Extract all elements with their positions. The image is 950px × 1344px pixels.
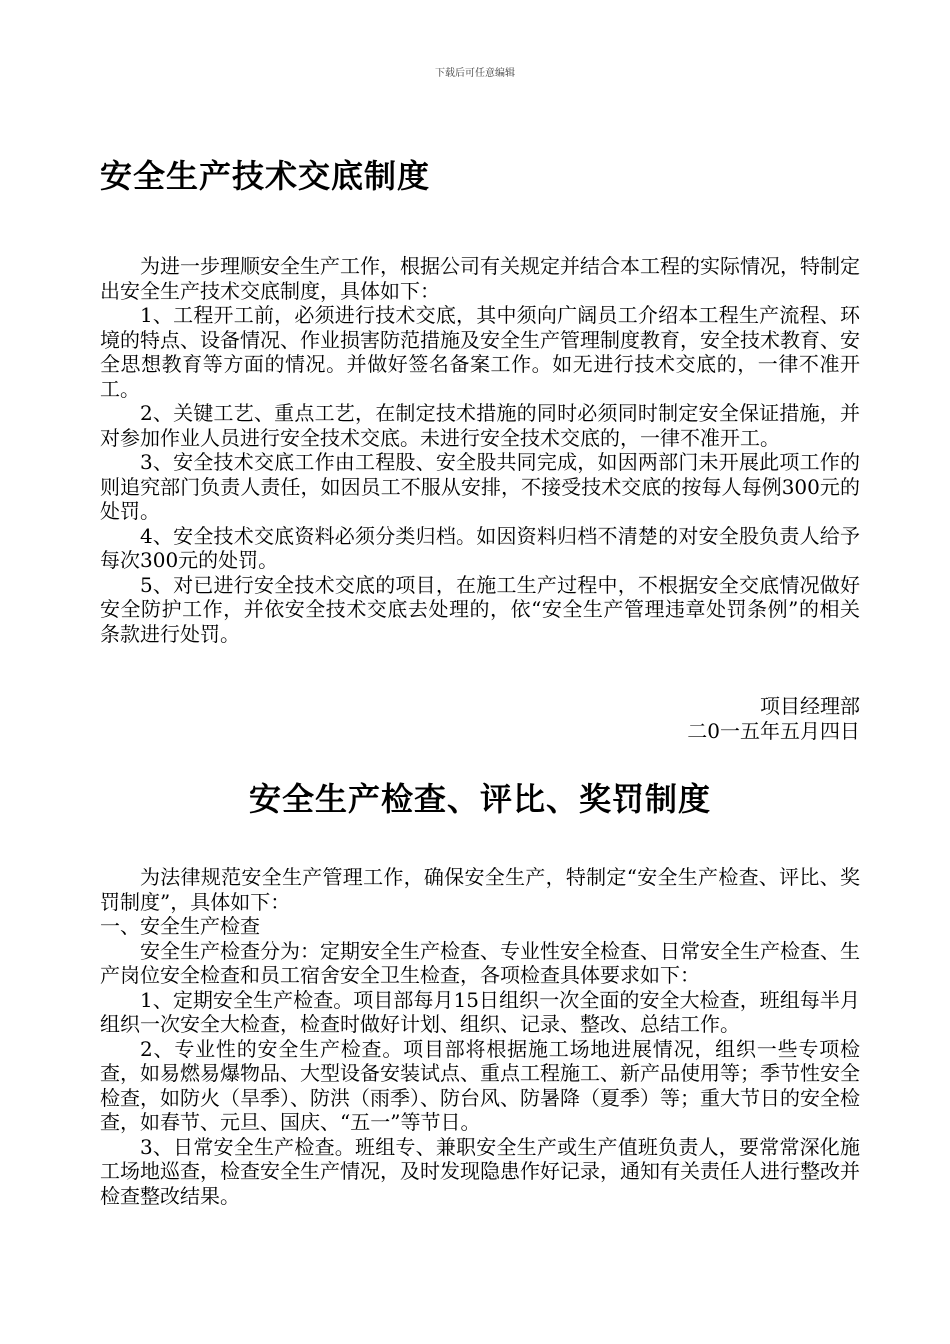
- doc2-intro: 为法律规范安全生产管理工作，确保安全生产，特制定“安全生产检查、评比、奖罚制度”，具体如下：: [100, 865, 860, 914]
- doc1-paragraph-1: 1、工程开工前，必须进行技术交底，其中须向广阔员工介绍本工程生产流程、环境的特点、设备情况、作业损害防范措施及安全生产管理制度教育，安全技术教育、安全思想教育等方面的情况。并做好签名备案工作。如无进行技术交底的，一律不准开工。: [100, 303, 860, 401]
- doc1-paragraph-2: 2、关键工艺、重点工艺，在制定技术措施的同时必须同时制定安全保证措施，并对参加作业人员进行安全技术交底。未进行安全技术交底的，一律不准开工。: [100, 401, 860, 450]
- document-content: [100, 150, 860, 1208]
- doc2-item-1: 1、定期安全生产检查。项目部每月15日组织一次全面的安全大检查，班组每半月组织一次安全大检查，检查时做好计划、组织、记录、整改、总结工作。: [100, 987, 860, 1036]
- doc1-signature: [100, 694, 860, 743]
- doc2-section-intro: 安全生产检查分为：定期安全生产检查、专业性安全检查、日常安全生产检查、生产岗位安全检查和员工宿舍安全卫生检查，各项检查具体要求如下：: [100, 938, 860, 987]
- header-note: 下载后可任意编辑: [435, 68, 515, 79]
- doc2-section-heading: 一、安全生产检查: [100, 914, 260, 938]
- doc1-paragraph-3: 3、安全技术交底工作由工程股、安全股共同完成，如因两部门未开展此项工作的则追究部门负责人责任，如因员工不服从安排，不接受技术交底的按每人每例300元的处罚。: [100, 450, 860, 523]
- doc1-section: [100, 150, 860, 743]
- doc2-item-2: 2、专业性的安全生产检查。项目部将根据施工场地进展情况，组织一些专项检查，如易燃易爆物品、大型设备安装试点、重点工程施工、新产品使用等；季节性安全检查，如防火（旱季）、防洪（雨季）、防台风、防暑降（夏季）等；重大节日的安全检查，如春节、元旦、国庆、“五一”等节日。: [100, 1036, 860, 1134]
- signature-date: 二0一五年五月四日: [687, 718, 860, 743]
- doc1-paragraph-intro: 为进一步理顺安全生产工作，根据公司有关规定并结合本工程的实际情况，特制定出安全生产技术交底制度，具体如下：: [100, 254, 860, 303]
- doc2-title: 安全生产检查、评比、奖罚制度: [248, 780, 711, 818]
- doc2-section: [100, 773, 860, 1208]
- doc2-item-3: 3、日常安全生产检查。班组专、兼职安全生产或生产值班负责人，要常常深化施工场地巡查，检查安全生产情况，及时发现隐患作好记录，通知有关责任人进行整改并检查整改结果。: [100, 1134, 860, 1208]
- doc1-paragraph-4: 4、安全技术交底资料必须分类归档。如因资料归档不清楚的对安全股负责人给予每次300元的处罚。: [100, 523, 860, 572]
- doc1-paragraph-5: 5、对已进行安全技术交底的项目，在施工生产过程中，不根据安全交底情况做好安全防护工作，并依安全技术交底去处理的，依“安全生产管理违章处罚条例”的相关条款进行处罚。: [100, 572, 860, 646]
- signature-org: 项目经理部: [760, 694, 860, 718]
- doc1-title: 安全生产技术交底制度: [100, 157, 431, 195]
